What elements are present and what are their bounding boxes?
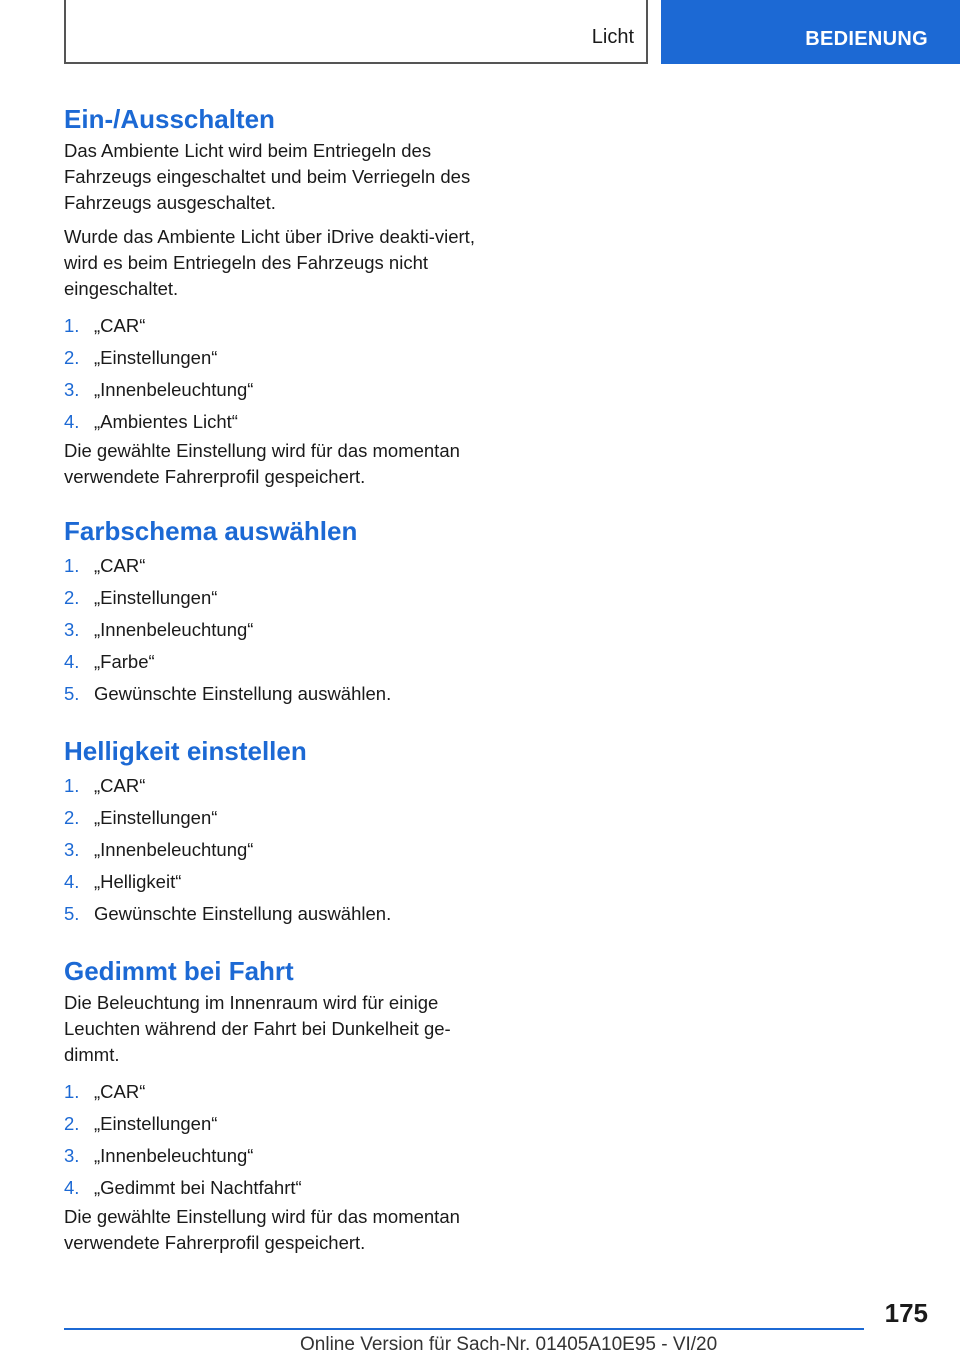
step-number: 1. xyxy=(64,555,80,576)
step-text: „Ambientes Licht“ xyxy=(94,411,238,432)
note: Die gewählte Einstellung wird für das momentan verwendete Fahrerprofil gespeichert. xyxy=(64,440,460,487)
header-chapter-box xyxy=(64,0,648,64)
step-number: 4. xyxy=(64,871,80,892)
list-item xyxy=(64,866,484,898)
step-number: 5. xyxy=(64,683,80,704)
page-number: 175 xyxy=(884,1298,928,1328)
step-list xyxy=(64,770,484,930)
list-item xyxy=(64,678,484,710)
section-farbschema xyxy=(64,512,484,710)
list-item xyxy=(64,614,484,646)
step-number: 3. xyxy=(64,839,80,860)
list-item xyxy=(64,802,484,834)
list-item xyxy=(64,1108,484,1140)
step-number: 3. xyxy=(64,619,80,640)
step-number: 2. xyxy=(64,807,80,828)
section-title: Helligkeit einstellen xyxy=(64,736,307,766)
step-number: 2. xyxy=(64,587,80,608)
list-item xyxy=(64,342,484,374)
step-text: „Gedimmt bei Nachtfahrt“ xyxy=(94,1177,302,1198)
step-list xyxy=(64,1076,484,1204)
step-text: „Innenbeleuchtung“ xyxy=(94,1145,254,1166)
step-number: 3. xyxy=(64,1145,80,1166)
section-title: Farbschema auswählen xyxy=(64,516,358,546)
step-text: „CAR“ xyxy=(94,1081,146,1102)
step-number: 4. xyxy=(64,651,80,672)
section-title: Ein-/Ausschalten xyxy=(64,104,275,134)
list-item xyxy=(64,374,484,406)
step-text: „CAR“ xyxy=(94,315,146,336)
step-number: 5. xyxy=(64,903,80,924)
list-item xyxy=(64,1076,484,1108)
header-section-tab xyxy=(661,0,960,64)
list-item xyxy=(64,834,484,866)
section-title: Gedimmt bei Fahrt xyxy=(64,956,294,986)
step-text: „Einstellungen“ xyxy=(94,1113,218,1134)
step-number: 4. xyxy=(64,1177,80,1198)
paragraph: Die Beleuchtung im Innenraum wird für einige Leuchten während der Fahrt bei Dunkelheit ge-dimmt. xyxy=(64,992,451,1065)
list-item xyxy=(64,898,484,930)
step-text: „Innenbeleuchtung“ xyxy=(94,619,254,640)
list-item xyxy=(64,770,484,802)
section-ein-ausschalten xyxy=(64,100,484,490)
step-number: 1. xyxy=(64,775,80,796)
note: Die gewählte Einstellung wird für das momentan verwendete Fahrerprofil gespeichert. xyxy=(64,1206,460,1253)
section-helligkeit xyxy=(64,732,484,930)
step-text: „Farbe“ xyxy=(94,651,155,672)
step-number: 2. xyxy=(64,347,80,368)
step-text: „Helligkeit“ xyxy=(94,871,182,892)
list-item xyxy=(64,406,484,438)
list-item xyxy=(64,1140,484,1172)
paragraph: Wurde das Ambiente Licht über iDrive deakti-viert, wird es beim Entriegeln des Fahrzeugs nicht eingeschaltet. xyxy=(64,226,475,299)
step-number: 1. xyxy=(64,1081,80,1102)
step-text: Gewünschte Einstellung auswählen. xyxy=(94,683,392,704)
step-number: 4. xyxy=(64,411,80,432)
footer-version-text: Online Version für Sach-Nr. 01405A10E95 - VI/20 xyxy=(300,1334,718,1355)
step-number: 2. xyxy=(64,1113,80,1134)
step-list xyxy=(64,310,484,438)
step-text: „Einstellungen“ xyxy=(94,587,218,608)
section-gedimmt xyxy=(64,952,484,1256)
step-text: „Einstellungen“ xyxy=(94,807,218,828)
step-text: „CAR“ xyxy=(94,775,146,796)
list-item xyxy=(64,1172,484,1204)
paragraph: Das Ambiente Licht wird beim Entriegeln des Fahrzeugs eingeschaltet und beim Verriegeln des Fahrzeugs ausgeschaltet. xyxy=(64,140,471,213)
step-list xyxy=(64,550,484,710)
step-text: „Innenbeleuchtung“ xyxy=(94,839,254,860)
step-text: „Einstellungen“ xyxy=(94,347,218,368)
step-text: „CAR“ xyxy=(94,555,146,576)
page-content xyxy=(64,100,484,1256)
footer-divider xyxy=(64,1328,864,1330)
list-item xyxy=(64,550,484,582)
step-number: 3. xyxy=(64,379,80,400)
step-text: „Innenbeleuchtung“ xyxy=(94,379,254,400)
header-chapter: Licht xyxy=(591,26,634,48)
step-number: 1. xyxy=(64,315,80,336)
list-item xyxy=(64,582,484,614)
list-item xyxy=(64,646,484,678)
header-section-label: BEDIENUNG xyxy=(805,28,928,50)
step-text: Gewünschte Einstellung auswählen. xyxy=(94,903,392,924)
list-item xyxy=(64,310,484,342)
